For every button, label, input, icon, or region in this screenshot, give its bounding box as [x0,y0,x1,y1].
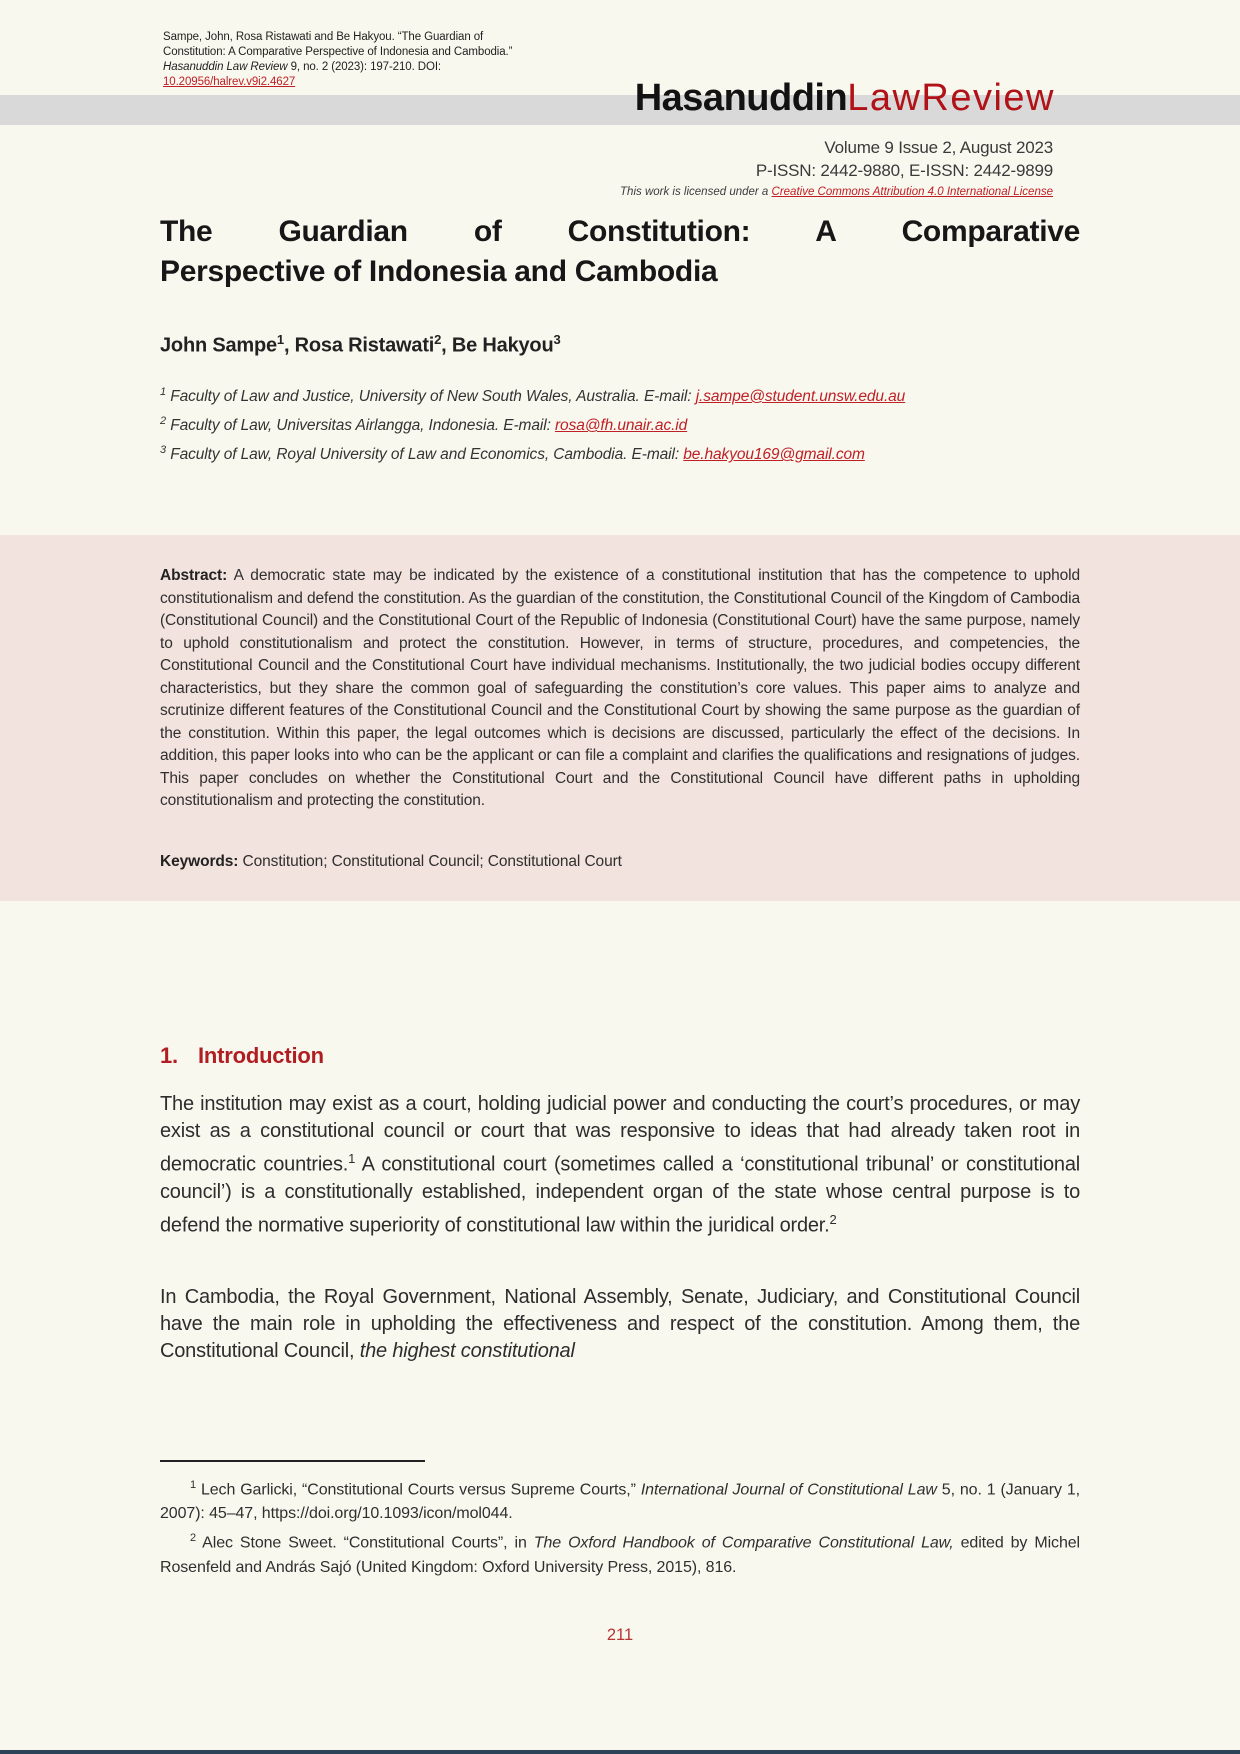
license-prefix: This work is licensed under a [620,186,772,198]
footnote-divider [160,1460,425,1462]
article-title-line2: Perspective of Indonesia and Cambodia [160,255,718,288]
paragraph-text: A constitutional court (sometimes called a ‘constitutional tribunal’ or constitutional council’) is a constitutionally established, independent organ of the state whose central purpose is to defend the normative superiority of constitutional law within the juridical order. [160,1153,1080,1237]
citation-line: Sampe, John, Rosa Ristawati and Be Hakyou. “The Guardian of [163,31,484,43]
footnotes-block [160,1473,1080,1580]
citation-block [163,30,523,90]
affiliation-line [160,438,1080,467]
footnote-text: edited by Michel Rosenfeld and András Sajó (United Kingdom: Oxford University Press, 2015), 816. [160,1534,1080,1576]
citation-journal-name: Hasanuddin Law Review [163,61,288,73]
author-name: Be Hakyou [451,334,554,357]
journal-logo-hasanuddin: Hasanuddin [634,77,848,119]
page-number: 211 [606,1626,634,1644]
article-title [160,212,1080,292]
affiliation-text: Faculty of Law, Royal University of Law and Economics, Cambodia. E-mail: [166,446,684,464]
section-heading-introduction [160,1043,324,1069]
paragraph-text: The institution may exist as a court, holding judicial power and conducting the court’s procedures, or may exist as a constitutional council or court that was responsive to ideas that had already taken root in democratic countries. [160,1093,1080,1176]
issn-line: P-ISSN: 2442-9880, E-ISSN: 2442-9899 [755,161,1053,180]
author-affiliation-marker: 1 [276,332,284,347]
footnote-text: 5, no. 1 (January 1, 2007): 45–47, https://doi.org/10.1093/icon/mol044. [160,1481,1080,1523]
section-number: 1. [160,1043,178,1068]
author-email-link[interactable]: rosa@fh.unair.ac.id [555,417,688,435]
footnote-text: Alec Stone Sweet. “Constitutional Courts”, in [196,1534,534,1552]
abstract-paragraph [160,565,1080,813]
affiliations-block [160,380,1080,467]
footnote-ref-1[interactable]: 1 [348,1151,356,1166]
affiliation-marker: 2 [160,415,167,428]
author-name: Rosa Ristawati [294,334,435,357]
affiliation-text: Faculty of Law and Justice, University of New South Wales, Australia. E-mail: [166,388,696,406]
author-affiliation-marker: 2 [434,332,442,347]
author-separator: , [283,334,295,357]
keywords-text: Constitution; Constitutional Council; Constitutional Court [238,852,622,870]
affiliation-line [160,409,1080,438]
authors-line [160,332,1080,358]
affiliation-marker: 3 [160,444,167,457]
footnote-2 [160,1526,1080,1579]
citation-issue-info: 9, no. 2 (2023): 197-210. DOI: [287,61,442,73]
abstract-label: Abstract: [160,567,228,584]
footnote-italic-title: International Journal of Constitutional Law [640,1481,937,1499]
intro-paragraph-2 [160,1284,1080,1365]
citation-line: Constitution: A Comparative Perspective of Indonesia and Cambodia.” [163,46,513,58]
keywords-label: Keywords: [160,852,239,870]
citation-line [163,60,523,75]
citation-line [163,75,523,90]
author-email-link[interactable]: j.sampe@student.unsw.edu.au [695,388,906,406]
affiliation-text: Faculty of Law, Universitas Airlangga, Indonesia. E-mail: [166,417,555,435]
author-separator: , [441,334,452,357]
intro-paragraph-1 [160,1091,1080,1239]
paragraph-italic-text: the highest constitutional [359,1340,575,1362]
article-title-line1: The Guardian of Constitution: A Comparative [160,215,1080,248]
author-affiliation-marker: 3 [553,332,561,347]
footnote-marker: 1 [190,1479,197,1491]
affiliation-line [160,380,1080,409]
author-name: John Sampe [160,334,277,357]
license-link[interactable]: Creative Commons Attribution 4.0 International License [771,186,1053,198]
journal-logo [635,76,1055,120]
abstract-section [0,535,1240,901]
footnote-ref-2[interactable]: 2 [829,1211,837,1227]
doi-link[interactable]: 10.20956/halrev.v9i2.4627 [163,76,296,88]
keywords-line [160,853,1080,871]
footnote-marker: 2 [190,1532,197,1545]
section-title: Introduction [197,1043,324,1068]
license-line [620,186,1053,198]
footnote-text: Lech Garlicki, “Constitutional Courts versus Supreme Courts,” [196,1481,641,1499]
journal-logo-lawreview: LawReview [847,77,1055,119]
volume-issue-line: Volume 9 Issue 2, August 2023 [824,138,1053,157]
footnote-1 [160,1473,1080,1526]
bottom-edge-bar [0,1750,1240,1754]
footnote-italic-title: The Oxford Handbook of Comparative Constitutional Law, [533,1534,954,1552]
affiliation-marker: 1 [160,386,167,398]
paragraph-text: In Cambodia, the Royal Government, National Assembly, Senate, Judiciary, and Constitutional Council have the main role in upholding the effectiveness and respect of the constitution. Among them, the Constitutional Council, [160,1286,1080,1362]
author-email-link[interactable]: be.hakyou169@gmail.com [683,446,865,464]
abstract-text: A democratic state may be indicated by the existence of a constitutional institution that has the competence to uphold constitutionalism and defend the constitution. As the guardian of the constitution, the Constitutional Council of the Kingdom of Cambodia (Constitutional Council) and the Constitutional Court of the Republic of Indonesia (Constitutional Court) have the same purpose, namely to uphold constitutionalism and protect the constitution. However, in terms of structure, procedures, and competencies, the Constitutional Council and the Constitutional Court have individual mechanisms. Institutionally, the two judicial bodies occupy different characteristics, but they share the common goal of safeguarding the constitution’s core values. This paper aims to analyze and scrutinize different features of the Constitutional Council and the Constitutional Court by showing the same purpose as the guardian of the constitution. Within this paper, the legal outcomes which is decisions are discussed, particularly the effect of the decisions. In addition, this paper looks into who can be the applicant or can file a complaint and clarifies the qualifications and resignations of judges. This paper concludes on whether the Constitutional Court and the Constitutional Council have different paths in upholding constitutionalism and protecting the constitution. [160,567,1080,809]
